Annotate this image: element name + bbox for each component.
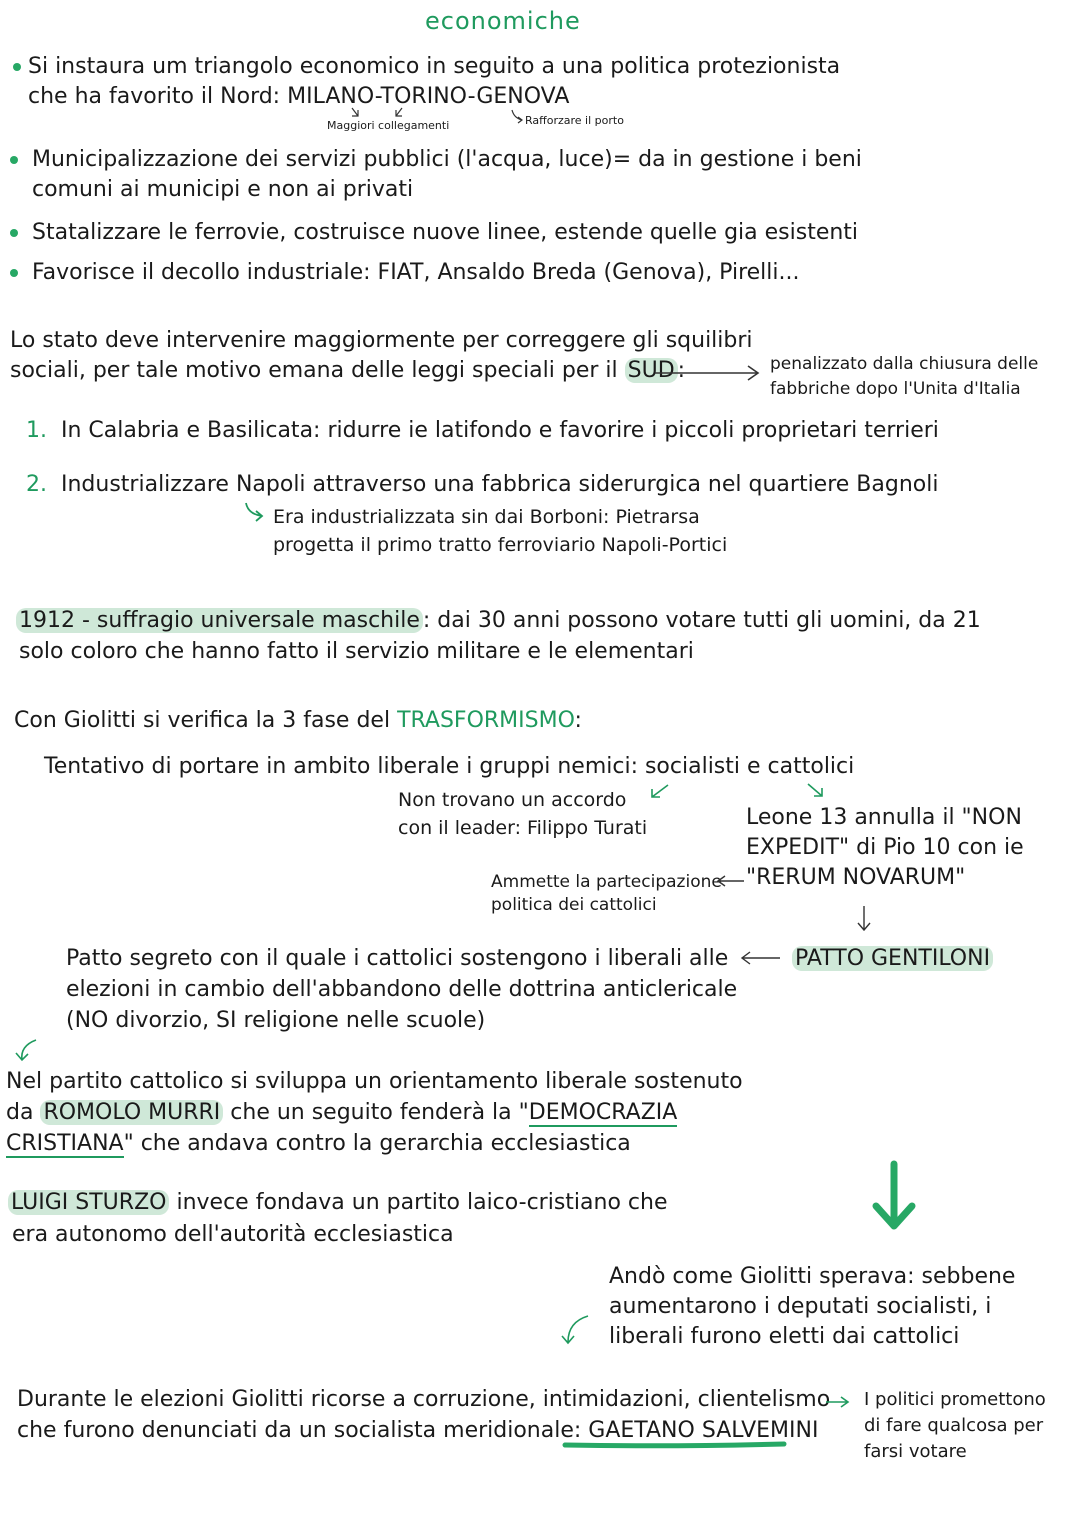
bullet-ferrovie: Statalizzare le ferrovie, costruisce nuove linee, estende quelle gia esistenti: [32, 220, 859, 245]
item-number: 1.: [26, 418, 47, 443]
ammette-note-1: Ammette la partecipazione: [491, 872, 722, 892]
socialisti-note-2: con il leader: Filippo Turati: [398, 817, 648, 839]
suffrage-line-2: solo coloro che hanno fatto il servizio militare e le elementari: [19, 639, 694, 664]
socialisti-note-1: Non trovano un accordo: [398, 789, 627, 811]
murri-prefix: da: [6, 1100, 41, 1125]
note-collegamenti: Maggiori collegamenti: [327, 119, 450, 132]
elezioni-note-1: I politici promettono: [864, 1389, 1046, 1410]
item-text: Industrializzare Napoli attraverso una fabbrica siderurgica nel quartiere Bagnoli: [61, 472, 939, 497]
intro-line-1: Si instaura um triangolo economico in seguito a una politica protezionista: [28, 54, 841, 79]
luigi-sturzo: LUIGI STURZO: [8, 1190, 169, 1215]
item-number: 2.: [26, 472, 47, 497]
elezioni-note-3: farsi votare: [864, 1441, 967, 1462]
suffrage-label: 1912 - suffragio universale maschile: [16, 608, 423, 633]
gaetano-salvemini: GAETANO SALVEMINI: [588, 1418, 819, 1443]
bullet-decollo: Favorisce il decollo industriale: FIAT, Ansaldo Breda (Genova), Pirelli...: [32, 260, 800, 285]
elezioni-line-1: Durante le elezioni Giolitti ricorse a corruzione, intimidazioni, clientelismo: [17, 1387, 831, 1412]
leone-line-1: Leone 13 annulla il "NON: [746, 805, 1022, 830]
ammette-note-2: politica dei cattolici: [491, 895, 657, 915]
triangle-cities: MILANO-TORINO-GENOVA: [287, 84, 570, 109]
suffrage-text: : dai 30 anni possono votare tutti gli uomini, da 21: [422, 608, 981, 633]
esito-line-1: Andò come Giolitti sperava: sebbene: [609, 1264, 1016, 1289]
sud-line-1: Lo stato deve intervenire maggiormente per correggere gli squilibri: [10, 328, 753, 353]
elezioni-prefix: che furono denunciati da un socialista meridionale:: [17, 1418, 589, 1443]
sud-note-1: penalizzato dalla chiusura delle: [770, 354, 1039, 374]
elezioni-note-2: di fare qualcosa per: [864, 1415, 1044, 1436]
item-text: In Calabria e Basilicata: ridurre ie latifondo e favorire i piccoli proprietari terrieri: [61, 418, 939, 443]
patto-gentiloni-keyword: PATTO GENTILONI: [792, 946, 993, 971]
cristiana-label: CRISTIANA: [6, 1131, 124, 1156]
intro-line-2-text: che ha favorito il Nord:: [28, 84, 288, 109]
esito-line-3: liberali furono eletti dai cattolici: [609, 1324, 960, 1349]
romolo-murri: ROMOLO MURRI: [40, 1100, 223, 1125]
leone-line-2: EXPEDIT" di Pio 10 con ie: [746, 835, 1024, 860]
esito-line-2: aumentarono i deputati socialisti, i: [609, 1294, 992, 1319]
democrazia-label: DEMOCRAZIA: [528, 1100, 678, 1125]
sud-line-2-text: sociali, per tale motivo emana delle leggi speciali per il: [10, 358, 625, 383]
sud-keyword: SUD: [625, 358, 678, 383]
sturzo-text: invece fondava un partito laico-cristiano che: [169, 1190, 668, 1215]
murri-line-1: Nel partito cattolico si sviluppa un orientamento liberale sostenuto: [6, 1069, 743, 1094]
trasformismo-keyword: TRASFORMISMO: [397, 708, 575, 733]
trasformismo-prefix: Con Giolitti si verifica la 3 fase del: [14, 708, 398, 733]
bullet-municipalizzazione-2: comuni ai municipi e non ai privati: [32, 177, 414, 202]
murri-suffix: " che andava contro la gerarchia ecclesiastica: [123, 1131, 631, 1156]
patto-line-1: Patto segreto con il quale i cattolici sostengono i liberali alle: [66, 946, 729, 971]
bullet-municipalizzazione-1: Municipalizzazione dei servizi pubblici (l'acqua, luce)= da in gestione i beni: [32, 147, 862, 172]
murri-mid: che un seguito fenderà la ": [223, 1100, 529, 1125]
napoli-sub-1: Era industrializzata sin dai Borboni: Pietrarsa: [273, 506, 700, 528]
page-title: economiche: [425, 7, 581, 35]
trasformismo-colon: :: [574, 708, 582, 733]
sud-note-2: fabbriche dopo l'Unita d'Italia: [770, 379, 1021, 399]
sud-colon: :: [677, 358, 686, 383]
sturzo-line-2: era autonomo dell'autorità ecclesiastica: [12, 1222, 454, 1247]
patto-line-3: (NO divorzio, SI religione nelle scuole): [66, 1008, 486, 1033]
patto-line-2: elezioni in cambio dell'abbandono delle dottrina anticlericale: [66, 977, 738, 1002]
tentativo-line: Tentativo di portare in ambito liberale i gruppi nemici: socialisti e cattolici: [44, 754, 855, 779]
napoli-sub-2: progetta il primo tratto ferroviario Napoli-Portici: [273, 534, 728, 556]
leone-line-3: "RERUM NOVARUM": [746, 865, 966, 890]
note-porto: Rafforzare il porto: [525, 114, 624, 127]
